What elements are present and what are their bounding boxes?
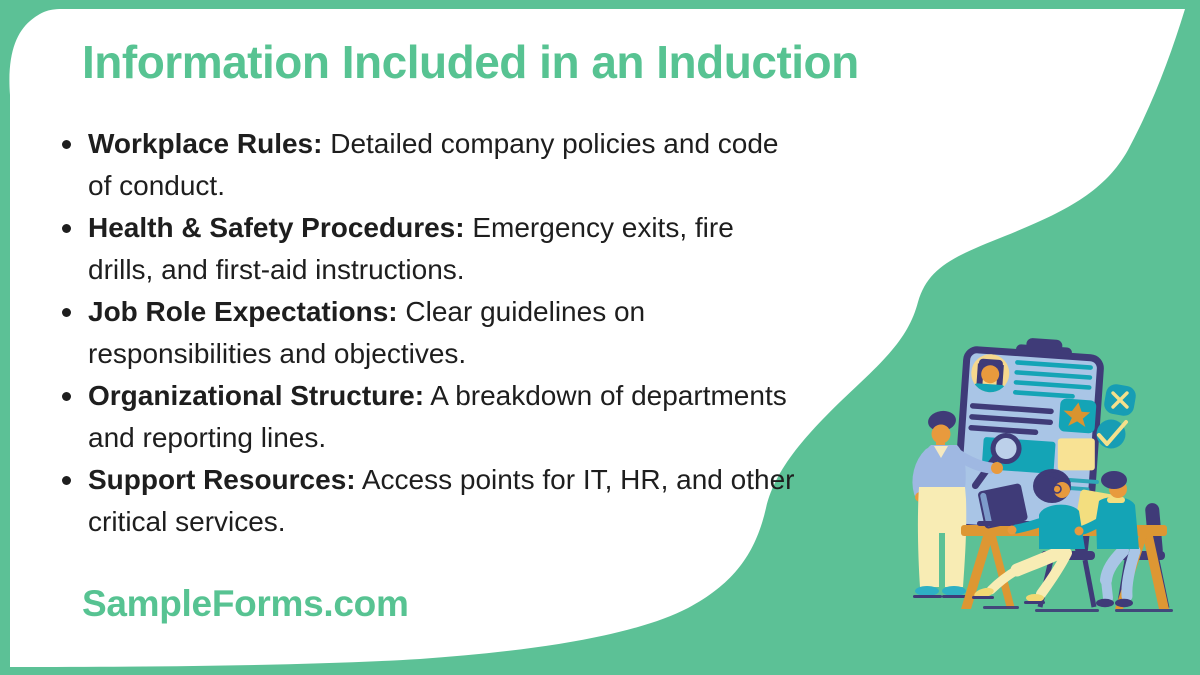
item-label: Health & Safety Procedures: <box>88 211 465 243</box>
item-label: Workplace Rules: <box>88 127 323 159</box>
induction-illustration <box>893 337 1200 622</box>
page-title: Information Included in an Induction <box>82 36 859 88</box>
item-label: Support Resources: <box>88 463 356 495</box>
item-label: Organizational Structure: <box>88 379 425 411</box>
item-text: Clear guidelines on responsibilities and objectives. <box>88 295 646 369</box>
card-content <box>82 36 859 543</box>
list-item <box>88 291 800 375</box>
item-label: Job Role Expectations: <box>88 295 398 327</box>
x-icon <box>1103 383 1138 418</box>
check-icon <box>1097 420 1127 449</box>
list-item <box>88 123 800 207</box>
ground-shadows <box>983 606 1173 612</box>
item-text: Emergency exits, fire drills, and first-aid instructions. <box>88 211 734 285</box>
item-text: Detailed company policies and code of conduct. <box>88 127 779 201</box>
list-item <box>88 459 800 543</box>
item-text: Access points for IT, HR, and other critical services. <box>88 463 795 537</box>
list-item <box>88 375 800 459</box>
star-icon <box>1058 398 1096 433</box>
brand-text: SampleForms.com <box>82 583 409 624</box>
item-text: A breakdown of departments and reporting lines. <box>88 379 787 453</box>
induction-list <box>82 123 800 543</box>
list-item <box>88 207 800 291</box>
sticky-note <box>1058 438 1095 470</box>
